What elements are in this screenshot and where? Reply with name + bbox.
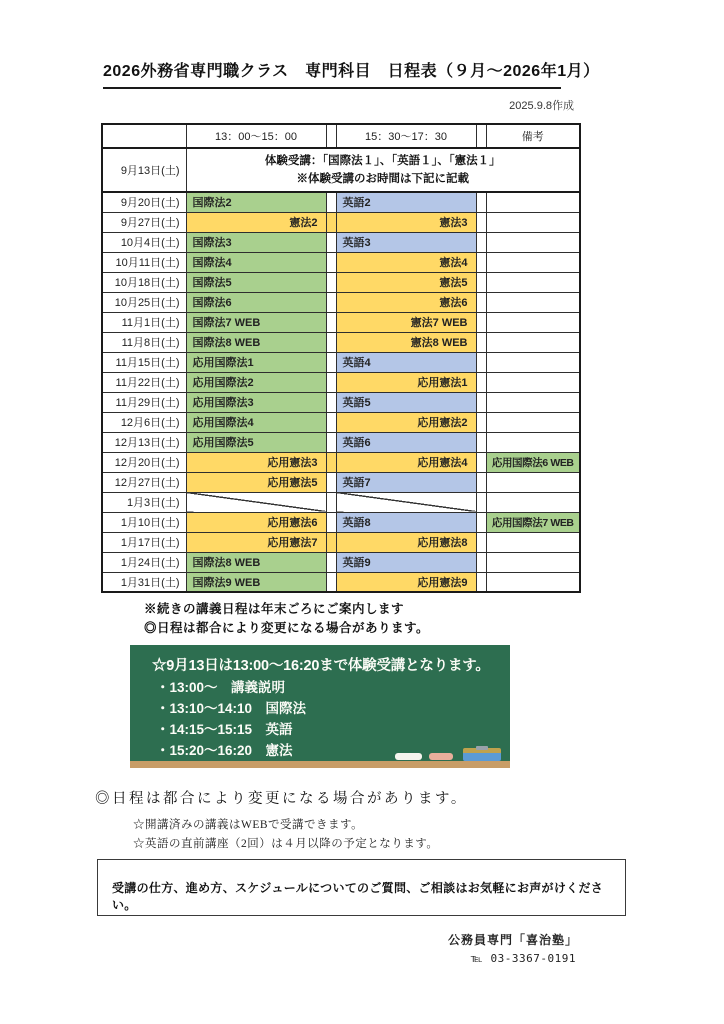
spacer-cell [326,332,336,352]
class-cell: 国際法4 [186,252,326,272]
table-header-row [102,124,580,148]
date-cell: 12月20日(土) [102,452,186,472]
header-time1: 13：00～15：00 [186,124,326,148]
remark-cell [486,472,580,492]
class-cell: 応用憲法9 [336,572,476,592]
remark-cell [486,292,580,312]
date-cell: 11月22日(土) [102,372,186,392]
schedule-body [102,124,580,592]
table-row [102,572,580,592]
spacer-cell [326,552,336,572]
contact-message-box [97,859,626,916]
contact-message: 受講の仕方、進め方、スケジュールについてのご質問、ご相談はお気軽にお声がけください。 [112,881,604,912]
created-date: 2025.9.8作成 [509,100,574,112]
class-cell: 国際法9 WEB [186,572,326,592]
spacer-cell [326,492,336,512]
spacer-cell [476,512,486,532]
remark-cell [486,372,580,392]
spacer-cell [476,192,486,212]
note-continuation: ※続きの講義日程は年末ごろにご案内します [144,602,405,616]
chalkboard-graphic [130,645,510,768]
table-row [102,392,580,412]
spacer-cell [326,572,336,592]
star-note-web: ☆開講済みの講義はWEBで受講できます。 [133,819,364,831]
school-name: 公務員専門「喜治塾」 [447,933,578,947]
schedule-table [101,123,581,593]
class-cell: 国際法8 WEB [186,332,326,352]
class-cell: 英語7 [336,472,476,492]
chalkboard-item: ・14:15～15:15 英語 [156,722,293,737]
table-row [102,372,580,392]
spacer-cell [326,412,336,432]
class-cell: 英語5 [336,392,476,412]
spacer-cell [326,512,336,532]
header-time2: 15：30～17：30 [336,124,476,148]
trial-session-row [102,148,580,192]
class-cell: 応用憲法1 [336,372,476,392]
spacer-cell [326,432,336,452]
spacer-cell [326,192,336,212]
chalkboard-item: ・15:20～16:20 憲法 [156,743,293,758]
trial-session-cell [186,148,580,192]
table-row [102,472,580,492]
class-cell: 応用憲法8 [336,532,476,552]
table-row [102,352,580,372]
spacer-cell [476,392,486,412]
class-cell: 憲法2 [186,212,326,232]
chalkboard-tray [130,761,510,768]
table-row [102,252,580,272]
date-cell: 12月27日(土) [102,472,186,492]
class-cell: 憲法3 [336,212,476,232]
table-row [102,332,580,352]
remark-cell [486,532,580,552]
date-cell: 1月31日(土) [102,572,186,592]
spacer-cell [476,272,486,292]
spacer-cell [476,492,486,512]
class-cell: 憲法7 WEB [336,312,476,332]
class-cell [336,492,476,512]
class-cell: 応用憲法3 [186,452,326,472]
remark-cell [486,212,580,232]
remark-cell [486,332,580,352]
class-cell: 応用憲法6 [186,512,326,532]
class-cell: 憲法8 WEB [336,332,476,352]
date-cell: 11月29日(土) [102,392,186,412]
date-cell: 1月17日(土) [102,532,186,552]
tel-icon: ℡ [470,953,483,965]
spacer-cell [476,232,486,252]
white-chalk-icon [395,753,422,760]
spacer-cell [476,432,486,452]
spacer-cell [476,312,486,332]
spacer-cell [326,124,336,148]
date-cell: 10月18日(土) [102,272,186,292]
date-cell: 10月11日(土) [102,252,186,272]
spacer-cell [326,472,336,492]
table-row [102,452,580,472]
class-cell: 応用国際法3 [186,392,326,412]
trial-line1: 体験受講：「国際法１」、「英語１」、「憲法１」 [264,155,501,167]
phone-number [471,952,576,965]
spacer-cell [476,124,486,148]
remark-cell [486,552,580,572]
spacer-cell [326,372,336,392]
class-cell: 国際法6 [186,292,326,312]
class-cell: 応用憲法7 [186,532,326,552]
class-cell: 国際法7 WEB [186,312,326,332]
table-row [102,432,580,452]
spacer-cell [476,212,486,232]
header-remarks: 備考 [486,124,580,148]
spacer-cell [326,452,336,472]
date-cell: 9月13日(土) [102,148,186,192]
spacer-cell [476,252,486,272]
remark-cell [486,272,580,292]
table-row [102,232,580,252]
spacer-cell [476,292,486,312]
date-cell: 9月27日(土) [102,212,186,232]
remark-cell [486,572,580,592]
table-row [102,412,580,432]
table-row [102,192,580,212]
date-cell: 11月1日(土) [102,312,186,332]
spacer-cell [326,312,336,332]
date-cell: 10月25日(土) [102,292,186,312]
chalkboard-text [152,656,490,761]
spacer-cell [326,212,336,232]
table-row [102,272,580,292]
spacer-cell [476,332,486,352]
table-row [102,292,580,312]
remark-cell [486,192,580,212]
spacer-cell [476,372,486,392]
date-cell: 11月8日(土) [102,332,186,352]
chalkboard-heading: ☆9月13日は13:00～16:20まで体験受講となります。 [152,658,490,674]
remark-cell [486,352,580,372]
class-cell [186,492,326,512]
spacer-cell [326,232,336,252]
class-cell: 憲法5 [336,272,476,292]
table-row [102,212,580,232]
note-schedule-change: ◎日程は都合により変更になる場合があります。 [144,621,430,635]
class-cell: 国際法2 [186,192,326,212]
remark-cell: 応用国際法6 WEB [486,452,580,472]
eraser-icon [463,748,501,761]
header-date-cell [102,124,186,148]
table-row [102,492,580,512]
class-cell: 応用国際法2 [186,372,326,392]
class-cell: 憲法4 [336,252,476,272]
spacer-cell [476,452,486,472]
chalkboard-item: ・13:00～ 講義説明 [156,680,286,695]
class-cell: 国際法3 [186,232,326,252]
spacer-cell [326,252,336,272]
class-cell: 応用憲法5 [186,472,326,492]
schedule-change-note: ◎日程は都合により変更になる場合があります。 [95,791,468,807]
pink-chalk-icon [429,753,453,760]
class-cell: 応用憲法2 [336,412,476,432]
spacer-cell [326,292,336,312]
spacer-cell [326,392,336,412]
page-title: 2026外務省専門職クラス 専門科目 日程表（９月～2026年1月） [103,58,561,89]
remark-cell [486,412,580,432]
date-cell: 1月24日(土) [102,552,186,572]
date-cell: 1月10日(土) [102,512,186,532]
class-cell: 応用国際法5 [186,432,326,452]
spacer-cell [476,472,486,492]
date-cell: 12月13日(土) [102,432,186,452]
remark-cell [486,432,580,452]
remark-cell [486,492,580,512]
remark-cell: 応用国際法7 WEB [486,512,580,532]
class-cell: 応用国際法1 [186,352,326,372]
remark-cell [486,392,580,412]
class-cell: 英語3 [336,232,476,252]
trial-line2: ※体験受講のお時間は下記に記載 [296,173,469,185]
spacer-cell [326,532,336,552]
star-note-english: ☆英語の直前講座（2回）は４月以降の予定となります。 [133,838,439,850]
date-cell: 10月4日(土) [102,232,186,252]
spacer-cell [326,272,336,292]
table-row [102,312,580,332]
spacer-cell [476,552,486,572]
class-cell: 国際法8 WEB [186,552,326,572]
class-cell: 応用国際法4 [186,412,326,432]
class-cell: 英語6 [336,432,476,452]
class-cell: 応用憲法4 [336,452,476,472]
class-cell: 国際法5 [186,272,326,292]
remark-cell [486,312,580,332]
table-row [102,512,580,532]
class-cell: 憲法6 [336,292,476,312]
class-cell: 英語4 [336,352,476,372]
spacer-cell [476,572,486,592]
date-cell: 1月3日(土) [102,492,186,512]
date-cell: 11月15日(土) [102,352,186,372]
date-cell: 9月20日(土) [102,192,186,212]
spacer-cell [476,532,486,552]
spacer-cell [326,352,336,372]
table-row [102,532,580,552]
class-cell: 英語9 [336,552,476,572]
date-cell: 12月6日(土) [102,412,186,432]
class-cell: 英語2 [336,192,476,212]
remark-cell [486,232,580,252]
table-row [102,552,580,572]
tel-number: 03-3367-0191 [490,952,576,965]
spacer-cell [476,412,486,432]
chalkboard-item: ・13:10～14:10 国際法 [156,701,307,716]
class-cell: 英語8 [336,512,476,532]
spacer-cell [476,352,486,372]
remark-cell [486,252,580,272]
